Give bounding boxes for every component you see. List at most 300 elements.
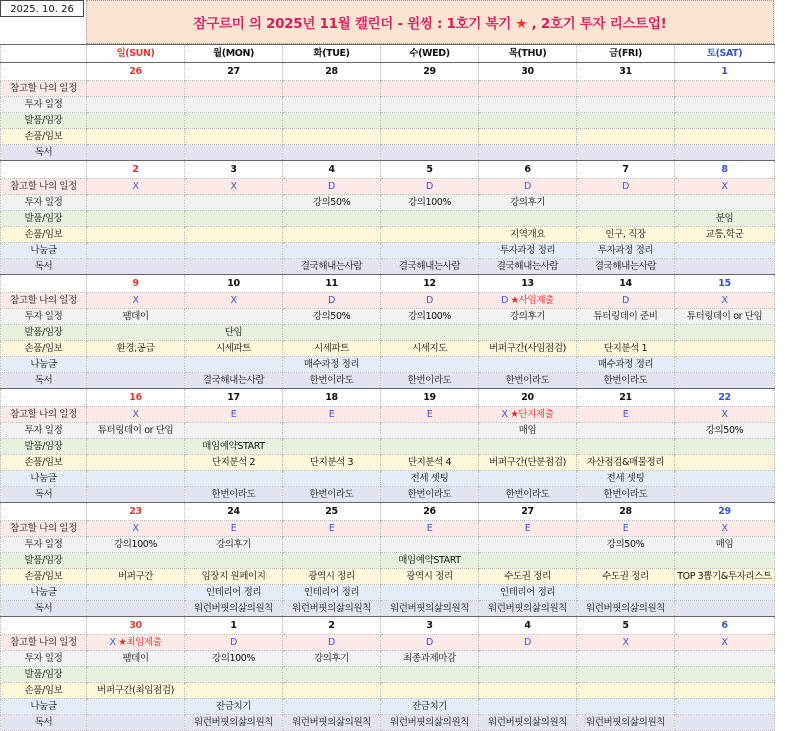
date-cell[interactable]: 28 xyxy=(283,63,381,81)
calendar-cell[interactable]: 한번이라도 xyxy=(283,487,381,503)
calendar-cell[interactable]: 자산점검&매물정리 xyxy=(577,455,675,471)
calendar-cell[interactable]: 워런버핏의삶의원칙 xyxy=(479,601,577,617)
date-cell[interactable]: 6 xyxy=(479,161,577,179)
date-cell[interactable]: 2 xyxy=(87,161,185,179)
calendar-cell[interactable]: 교통,학군 xyxy=(675,227,775,243)
calendar-cell[interactable] xyxy=(283,423,381,439)
calendar-cell[interactable] xyxy=(283,97,381,113)
date-cell[interactable]: 1 xyxy=(185,617,283,635)
calendar-cell[interactable] xyxy=(185,423,283,439)
calendar-cell[interactable] xyxy=(283,683,381,699)
calendar-date-stamp: 2025. 10. 26 xyxy=(0,0,84,17)
calendar-cell[interactable] xyxy=(87,113,185,129)
calendar-cell[interactable] xyxy=(675,455,775,471)
calendar-cell[interactable]: 한번이라도 xyxy=(577,487,675,503)
calendar-cell[interactable] xyxy=(283,243,381,259)
calendar-cell[interactable] xyxy=(381,537,479,553)
calendar-cell[interactable] xyxy=(577,81,675,97)
calendar-cell[interactable] xyxy=(381,667,479,683)
calendar-cell[interactable]: X xyxy=(87,179,185,195)
calendar-cell[interactable]: 결국해내는사람 xyxy=(283,259,381,275)
calendar-cell[interactable] xyxy=(675,699,775,715)
calendar-cell[interactable]: 워런버핏의삶의원칙 xyxy=(381,715,479,731)
calendar-cell[interactable] xyxy=(479,439,577,455)
calendar-cell[interactable] xyxy=(675,97,775,113)
calendar-cell[interactable]: E xyxy=(479,521,577,537)
calendar-cell[interactable] xyxy=(381,145,479,161)
calendar-cell[interactable] xyxy=(479,211,577,227)
calendar-cell[interactable]: 튜터링데이 or 단임 xyxy=(675,309,775,325)
date-cell[interactable]: 23 xyxy=(87,503,185,521)
calendar-cell[interactable] xyxy=(381,227,479,243)
date-cell[interactable]: 18 xyxy=(283,389,381,407)
date-cell[interactable]: 31 xyxy=(577,63,675,81)
calendar-cell[interactable]: 전세 셋팅 xyxy=(577,471,675,487)
calendar-cell[interactable] xyxy=(283,227,381,243)
calendar-cell[interactable]: 워런버핏의삶의원칙 xyxy=(185,715,283,731)
calendar-cell[interactable]: D xyxy=(283,293,381,309)
calendar-cell[interactable]: 강의후기 xyxy=(479,309,577,325)
date-cell[interactable]: 10 xyxy=(185,275,283,293)
calendar-cell[interactable]: 결국해내는사람 xyxy=(381,259,479,275)
calendar-cell[interactable]: 잔금치기 xyxy=(185,699,283,715)
calendar-cell[interactable]: 전세 셋팅 xyxy=(381,471,479,487)
calendar-cell[interactable]: 강의100% xyxy=(381,195,479,211)
calendar-cell[interactable]: 매임 xyxy=(675,537,775,553)
calendar-cell[interactable]: X xyxy=(87,407,185,423)
calendar-cell[interactable] xyxy=(381,243,479,259)
calendar-cell[interactable] xyxy=(87,667,185,683)
calendar-cell[interactable]: E xyxy=(381,407,479,423)
date-cell[interactable]: 30 xyxy=(479,63,577,81)
calendar-cell[interactable]: 튜터링데이 or 단임 xyxy=(87,423,185,439)
row-reading xyxy=(1,601,775,617)
calendar-cell[interactable]: D xyxy=(283,635,381,651)
calendar-cell[interactable]: X xyxy=(87,293,185,309)
calendar-cell[interactable]: D xyxy=(577,293,675,309)
calendar-cell[interactable]: E xyxy=(381,521,479,537)
calendar-cell[interactable] xyxy=(675,439,775,455)
calendar-cell[interactable] xyxy=(381,423,479,439)
calendar-cell[interactable] xyxy=(675,243,775,259)
calendar-cell[interactable]: E xyxy=(185,521,283,537)
calendar-title xyxy=(193,12,666,32)
calendar-cell[interactable] xyxy=(283,325,381,341)
calendar-cell[interactable] xyxy=(675,553,775,569)
calendar-cell[interactable]: 강의후기 xyxy=(185,537,283,553)
calendar-cell[interactable] xyxy=(185,97,283,113)
calendar-cell[interactable] xyxy=(283,81,381,97)
calendar-cell[interactable]: X xyxy=(675,293,775,309)
calendar-cell[interactable] xyxy=(479,667,577,683)
calendar-cell[interactable]: 워런버핏의삶의원칙 xyxy=(479,715,577,731)
calendar-cell[interactable]: D xyxy=(479,179,577,195)
calendar-cell[interactable] xyxy=(381,81,479,97)
calendar-cell[interactable]: 튜터링데이 준비 xyxy=(577,309,675,325)
date-cell[interactable]: 29 xyxy=(675,503,775,521)
calendar-cell[interactable] xyxy=(87,471,185,487)
calendar-cell[interactable] xyxy=(381,683,479,699)
calendar-cell[interactable] xyxy=(283,113,381,129)
calendar-cell[interactable]: 한번이라도 xyxy=(479,487,577,503)
date-cell[interactable]: 5 xyxy=(381,161,479,179)
calendar-cell[interactable]: 팸데이 xyxy=(87,651,185,667)
calendar-cell[interactable]: D xyxy=(479,635,577,651)
calendar-cell[interactable] xyxy=(87,227,185,243)
date-cell[interactable]: 27 xyxy=(185,63,283,81)
calendar-cell[interactable]: 워런버핏의삶의원칙 xyxy=(185,601,283,617)
calendar-cell[interactable] xyxy=(87,81,185,97)
calendar-cell[interactable]: 워런버핏의삶의원칙 xyxy=(381,601,479,617)
calendar-cell[interactable] xyxy=(479,145,577,161)
calendar-cell[interactable] xyxy=(577,113,675,129)
calendar-cell[interactable] xyxy=(479,553,577,569)
weekday-saturday: 토(SAT) xyxy=(675,45,775,63)
calendar-cell[interactable] xyxy=(479,293,577,309)
calendar-cell[interactable]: 한번이라도 xyxy=(283,373,381,389)
calendar-cell[interactable]: 잔금치기 xyxy=(381,699,479,715)
date-cell[interactable]: 15 xyxy=(675,275,775,293)
calendar-cell[interactable] xyxy=(675,471,775,487)
calendar-cell[interactable]: D xyxy=(185,635,283,651)
calendar-cell[interactable] xyxy=(87,455,185,471)
calendar-cell[interactable]: X xyxy=(185,179,283,195)
row-label: 나눔글 xyxy=(1,357,87,373)
calendar-cell[interactable] xyxy=(675,651,775,667)
calendar-cell[interactable] xyxy=(675,129,775,145)
calendar-cell[interactable] xyxy=(675,373,775,389)
calendar-cell[interactable]: 임장지 원페이지 xyxy=(185,569,283,585)
calendar-cell[interactable]: 인테리어 정리 xyxy=(283,585,381,601)
calendar-cell[interactable] xyxy=(87,195,185,211)
calendar-cell[interactable] xyxy=(87,715,185,731)
calendar-cell[interactable]: 버퍼구간(최임점검) xyxy=(87,683,185,699)
calendar-cell[interactable]: 버퍼구간(단분점검) xyxy=(479,455,577,471)
calendar-cell[interactable] xyxy=(87,699,185,715)
date-cell[interactable]: 4 xyxy=(479,617,577,635)
calendar-cell[interactable] xyxy=(185,357,283,373)
calendar-cell[interactable]: 결국해내는사람 xyxy=(577,259,675,275)
calendar-cell[interactable]: 한번이라도 xyxy=(381,373,479,389)
calendar-cell[interactable]: 매임예약START xyxy=(381,553,479,569)
calendar-cell[interactable]: 강의100% xyxy=(381,309,479,325)
calendar-cell[interactable]: E xyxy=(185,407,283,423)
calendar-cell[interactable]: 인구, 직장 xyxy=(577,227,675,243)
corner-cell xyxy=(1,45,87,63)
calendar-cell[interactable]: 시세파트 xyxy=(185,341,283,357)
calendar-cell[interactable]: 한번이라도 xyxy=(479,373,577,389)
date-cell[interactable]: 21 xyxy=(577,389,675,407)
calendar-cell[interactable]: 인테리어 정리 xyxy=(479,585,577,601)
calendar-cell[interactable]: 한번이라도 xyxy=(577,373,675,389)
calendar-cell[interactable] xyxy=(675,259,775,275)
calendar-cell[interactable] xyxy=(283,553,381,569)
calendar-cell[interactable] xyxy=(479,699,577,715)
calendar-cell[interactable] xyxy=(283,129,381,145)
calendar-cell[interactable] xyxy=(87,129,185,145)
calendar-cell[interactable] xyxy=(87,145,185,161)
calendar-cell[interactable] xyxy=(479,81,577,97)
calendar-cell[interactable] xyxy=(283,211,381,227)
calendar-cell[interactable] xyxy=(87,601,185,617)
date-cell[interactable]: 11 xyxy=(283,275,381,293)
row-schedule xyxy=(1,407,775,423)
calendar-cell[interactable] xyxy=(577,211,675,227)
calendar-cell[interactable] xyxy=(577,683,675,699)
calendar-cell[interactable] xyxy=(675,357,775,373)
calendar-cell[interactable]: 투자과정 정리 xyxy=(479,243,577,259)
calendar-cell[interactable]: 분임 xyxy=(675,211,775,227)
date-cell[interactable]: 25 xyxy=(283,503,381,521)
date-cell[interactable]: 3 xyxy=(185,161,283,179)
calendar-cell[interactable] xyxy=(381,325,479,341)
calendar-cell[interactable]: X xyxy=(675,407,775,423)
calendar-cell[interactable]: 강의50% xyxy=(675,423,775,439)
calendar-cell[interactable] xyxy=(381,585,479,601)
calendar-cell[interactable] xyxy=(185,211,283,227)
calendar-cell[interactable] xyxy=(87,97,185,113)
calendar-cell[interactable] xyxy=(577,699,675,715)
calendar-cell[interactable]: 광역시 정리 xyxy=(283,569,381,585)
date-cell[interactable]: 13 xyxy=(479,275,577,293)
date-cell[interactable]: 27 xyxy=(479,503,577,521)
row-share xyxy=(1,471,775,487)
calendar-cell[interactable]: 워런버핏의삶의원칙 xyxy=(283,601,381,617)
calendar-cell[interactable]: 광역시 정리 xyxy=(381,569,479,585)
calendar-cell[interactable] xyxy=(675,195,775,211)
calendar-cell[interactable]: 결국해내는사람 xyxy=(185,373,283,389)
calendar-cell[interactable] xyxy=(87,243,185,259)
calendar-cell[interactable]: D xyxy=(283,179,381,195)
calendar-cell[interactable] xyxy=(479,129,577,145)
calendar-cell[interactable] xyxy=(577,195,675,211)
calendar-cell[interactable]: D xyxy=(381,179,479,195)
date-cell[interactable]: 26 xyxy=(87,63,185,81)
calendar-cell[interactable] xyxy=(381,357,479,373)
calendar-cell[interactable]: 수도권 정리 xyxy=(479,569,577,585)
calendar-cell[interactable]: 인테리어 정리 xyxy=(185,585,283,601)
calendar-cell[interactable] xyxy=(185,113,283,129)
date-cell[interactable]: 3 xyxy=(381,617,479,635)
calendar-cell[interactable]: D xyxy=(577,179,675,195)
calendar-cell[interactable]: 매수과정 정리 xyxy=(577,357,675,373)
calendar-cell[interactable] xyxy=(87,259,185,275)
calendar-cell[interactable]: 투자과정 정리 xyxy=(577,243,675,259)
row-label: 투자 일정 xyxy=(1,309,87,325)
calendar-cell[interactable]: E xyxy=(577,521,675,537)
calendar-cell[interactable]: 지역개요 xyxy=(479,227,577,243)
calendar-cell[interactable]: D xyxy=(381,635,479,651)
calendar-cell[interactable]: 워런버핏의삶의원칙 xyxy=(577,715,675,731)
calendar-cell[interactable] xyxy=(577,145,675,161)
row-label: 발품/임장 xyxy=(1,667,87,683)
date-row-label xyxy=(1,275,87,293)
calendar-cell[interactable] xyxy=(675,487,775,503)
calendar-cell[interactable] xyxy=(87,553,185,569)
calendar-cell[interactable] xyxy=(283,537,381,553)
date-cell[interactable]: 19 xyxy=(381,389,479,407)
calendar-cell[interactable]: X xyxy=(675,521,775,537)
calendar-cell[interactable]: 수도권 정리 xyxy=(577,569,675,585)
calendar-cell[interactable] xyxy=(381,439,479,455)
calendar-cell[interactable] xyxy=(577,553,675,569)
calendar-cell[interactable] xyxy=(87,325,185,341)
calendar-cell[interactable] xyxy=(479,537,577,553)
date-cell[interactable]: 29 xyxy=(381,63,479,81)
calendar-cell[interactable] xyxy=(87,487,185,503)
date-cell[interactable]: 6 xyxy=(675,617,775,635)
calendar-cell[interactable] xyxy=(479,97,577,113)
calendar-cell[interactable] xyxy=(185,145,283,161)
calendar-cell[interactable]: X xyxy=(675,635,775,651)
calendar-cell[interactable] xyxy=(675,81,775,97)
calendar-cell[interactable] xyxy=(675,715,775,731)
calendar-cell[interactable]: 한번이라도 xyxy=(185,487,283,503)
calendar-cell[interactable] xyxy=(675,113,775,129)
date-cell[interactable]: 30 xyxy=(87,617,185,635)
calendar-cell[interactable]: 단지분석 3 xyxy=(283,455,381,471)
calendar-cell[interactable]: 시세지도 xyxy=(381,341,479,357)
calendar-cell[interactable] xyxy=(675,683,775,699)
calendar-cell[interactable] xyxy=(675,667,775,683)
date-cell[interactable]: 5 xyxy=(577,617,675,635)
date-cell[interactable]: 4 xyxy=(283,161,381,179)
calendar-cell[interactable] xyxy=(577,129,675,145)
calendar-cell[interactable]: 워런버핏의삶의원칙 xyxy=(577,601,675,617)
row-share xyxy=(1,243,775,259)
calendar-cell[interactable] xyxy=(283,439,381,455)
date-cell[interactable]: 14 xyxy=(577,275,675,293)
calendar-cell[interactable] xyxy=(283,699,381,715)
calendar-cell[interactable] xyxy=(87,635,185,651)
date-cell[interactable]: 22 xyxy=(675,389,775,407)
calendar-cell[interactable] xyxy=(185,227,283,243)
row-invest xyxy=(1,423,775,439)
date-cell[interactable]: 7 xyxy=(577,161,675,179)
calendar-cell[interactable]: X xyxy=(577,635,675,651)
calendar-cell[interactable] xyxy=(675,585,775,601)
calendar-cell[interactable]: 강의후기 xyxy=(283,651,381,667)
calendar-cell[interactable] xyxy=(185,259,283,275)
date-cell[interactable]: 26 xyxy=(381,503,479,521)
calendar-cell[interactable] xyxy=(87,211,185,227)
calendar-cell[interactable] xyxy=(577,423,675,439)
calendar-cell[interactable]: 최종과제마감 xyxy=(381,651,479,667)
calendar-cell[interactable] xyxy=(185,129,283,145)
calendar-cell[interactable]: 단지분석 4 xyxy=(381,455,479,471)
calendar-cell[interactable] xyxy=(185,683,283,699)
calendar-cell[interactable] xyxy=(87,585,185,601)
calendar-cell[interactable]: 팸데이 xyxy=(87,309,185,325)
calendar-cell[interactable] xyxy=(87,439,185,455)
calendar-cell[interactable]: 결국해내는사람 xyxy=(479,259,577,275)
calendar-cell[interactable] xyxy=(479,113,577,129)
calendar-cell[interactable]: X xyxy=(87,521,185,537)
date-cell[interactable]: 2 xyxy=(283,617,381,635)
calendar-cell[interactable]: D xyxy=(381,293,479,309)
calendar-cell[interactable] xyxy=(577,97,675,113)
date-cell[interactable]: 24 xyxy=(185,503,283,521)
calendar-cell[interactable] xyxy=(87,373,185,389)
calendar-cell[interactable]: X xyxy=(675,179,775,195)
calendar-cell[interactable]: 단임 xyxy=(185,325,283,341)
calendar-cell[interactable]: 워런버핏의삶의원칙 xyxy=(283,715,381,731)
date-cell[interactable]: 16 xyxy=(87,389,185,407)
calendar-cell[interactable] xyxy=(283,145,381,161)
calendar-cell[interactable] xyxy=(87,357,185,373)
calendar-cell[interactable]: 강의100% xyxy=(87,537,185,553)
calendar-cell[interactable]: 매임 xyxy=(479,423,577,439)
calendar-cell[interactable] xyxy=(577,651,675,667)
calendar-cell[interactable] xyxy=(185,243,283,259)
date-cell[interactable]: 9 xyxy=(87,275,185,293)
calendar-cell[interactable] xyxy=(185,81,283,97)
calendar-cell[interactable] xyxy=(381,211,479,227)
calendar-cell[interactable] xyxy=(479,471,577,487)
calendar-cell[interactable]: X xyxy=(185,293,283,309)
date-cell[interactable]: 1 xyxy=(675,63,775,81)
calendar-cell[interactable]: 강의50% xyxy=(283,309,381,325)
date-cell[interactable]: 28 xyxy=(577,503,675,521)
calendar-cell[interactable] xyxy=(675,145,775,161)
calendar-cell[interactable] xyxy=(577,439,675,455)
calendar-cell[interactable] xyxy=(381,113,479,129)
calendar-cell[interactable]: E xyxy=(577,407,675,423)
calendar-cell[interactable] xyxy=(675,601,775,617)
calendar-cell[interactable] xyxy=(577,325,675,341)
calendar-cell[interactable] xyxy=(479,357,577,373)
calendar-cell[interactable] xyxy=(185,667,283,683)
calendar-cell[interactable]: E xyxy=(283,521,381,537)
calendar-cell[interactable]: 매수과정 정리 xyxy=(283,357,381,373)
calendar-cell[interactable]: 강의후기 xyxy=(479,195,577,211)
calendar-cell[interactable]: 단지분석 2 xyxy=(185,455,283,471)
calendar-cell[interactable] xyxy=(185,309,283,325)
calendar-cell[interactable] xyxy=(577,667,675,683)
calendar-cell[interactable]: E xyxy=(283,407,381,423)
calendar-cell[interactable] xyxy=(283,667,381,683)
calendar-cell[interactable]: 시세파트 xyxy=(283,341,381,357)
calendar-cell[interactable]: 강의50% xyxy=(577,537,675,553)
calendar-cell[interactable] xyxy=(577,585,675,601)
calendar-cell[interactable]: 환경,공급 xyxy=(87,341,185,357)
calendar-cell[interactable] xyxy=(675,325,775,341)
calendar-cell[interactable]: TOP 3뽑기&투자리스트 xyxy=(675,569,775,585)
calendar-cell[interactable] xyxy=(283,471,381,487)
calendar-cell[interactable] xyxy=(381,129,479,145)
calendar-cell[interactable] xyxy=(479,683,577,699)
date-cell[interactable]: 17 xyxy=(185,389,283,407)
date-cell[interactable]: 12 xyxy=(381,275,479,293)
calendar-cell[interactable] xyxy=(381,97,479,113)
calendar-cell[interactable]: 버퍼구간(사임점검) xyxy=(479,341,577,357)
calendar-cell[interactable]: 매임예약START xyxy=(185,439,283,455)
calendar-cell[interactable]: 강의100% xyxy=(185,651,283,667)
calendar-cell[interactable]: 버퍼구간 xyxy=(87,569,185,585)
calendar-cell[interactable] xyxy=(185,471,283,487)
calendar-cell[interactable] xyxy=(675,341,775,357)
calendar-cell[interactable] xyxy=(185,195,283,211)
date-cell[interactable]: 8 xyxy=(675,161,775,179)
calendar-cell[interactable]: 단지분석 1 xyxy=(577,341,675,357)
calendar-cell[interactable] xyxy=(479,325,577,341)
calendar-cell[interactable] xyxy=(479,407,577,423)
calendar-cell[interactable] xyxy=(479,651,577,667)
calendar-cell[interactable]: 한번이라도 xyxy=(381,487,479,503)
date-cell[interactable]: 20 xyxy=(479,389,577,407)
calendar-cell[interactable]: 강의50% xyxy=(283,195,381,211)
calendar-cell[interactable] xyxy=(185,553,283,569)
